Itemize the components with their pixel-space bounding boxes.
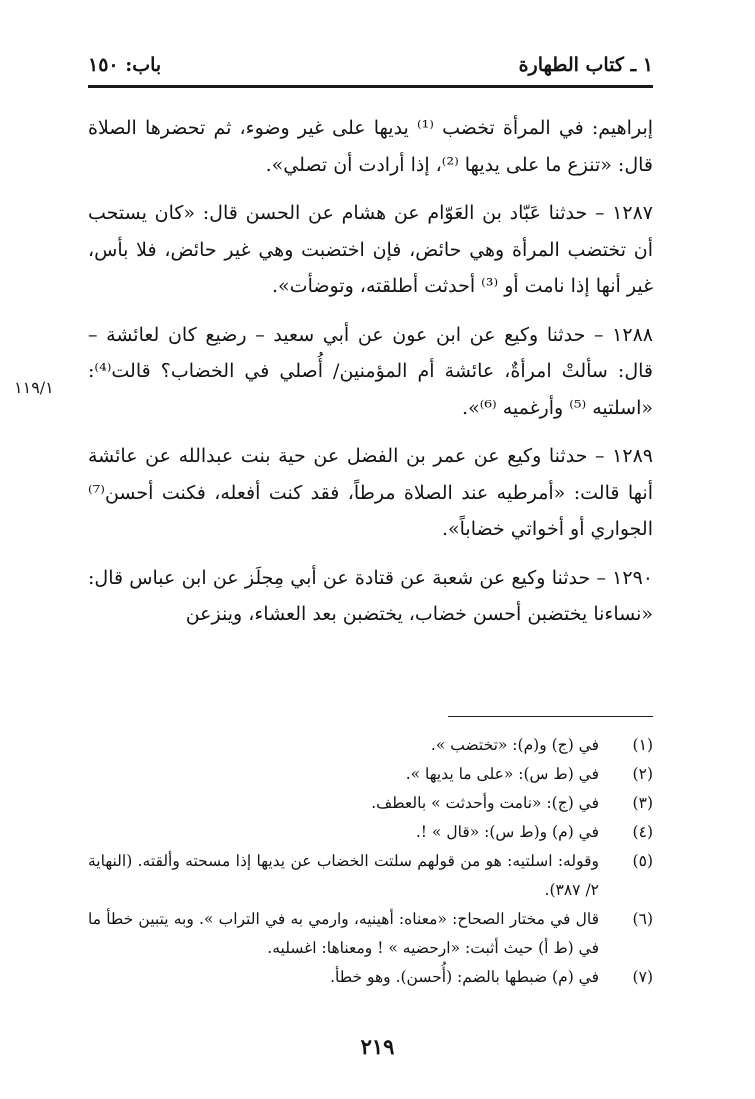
footnote-text: قال في مختار الصحاح: «معناه: أهينيه، وارمي به في التراب ». وبه يتبين خطأ ما في (ط أ) حيث أثبت: «ارحضيه » ! ومعناها: اغسليه. [88,910,599,957]
footnote-number: (٤) [632,823,653,841]
manuscript-margin-reference: ١١٩/١ [14,378,54,397]
narration-1288: ١٢٨٨ – حدثنا وكيع عن ابن عون عن أبي سعيد – رضيع كان لعائشة – قال: سألتْ امرأةٌ، عائشة أم المؤمنين/ أُصلي في الخضاب؟ قالت⁽⁴⁾: «اسلتيه ⁽⁵⁾ وأرغميه ⁽⁶⁾». [88,323,653,419]
footnote-divider [448,716,653,717]
footnote-number: (٣) [632,794,653,812]
footnotes [88,731,653,992]
narration-1287: ١٢٨٧ – حدثنا عَبّاد بن العَوّام عن هشام عن الحسن قال: «كان يستحب أن تختضب المرأة وهي حائض، فإن اختضبت وهي غير حائض، فلا بأس، غير أنها إذا نامت أو ⁽³⁾ أحدثت أطلقته، وتوضأت». [88,202,653,297]
footnote-text: في (ج): «نامت وأحدثت » بالعطف. [371,794,599,812]
footnote-number: (٢) [632,765,653,783]
footnote [88,760,653,789]
chapter-label: باب: ١٥٠ [88,54,162,76]
main-text [88,110,653,645]
paragraph-continuation: إبراهيم: في المرأة تخضب ⁽¹⁾ يديها على غير وضوء، ثم تحضرها الصلاة قال: «تنزع ما على يديها ⁽²⁾، إذا أرادت أن تصلي». [88,117,654,176]
footnote [88,818,653,847]
narration-1290: ١٢٩٠ – حدثنا وكيع عن شعبة عن قتادة عن أبي مِجلَز عن ابن عباس قال: «نساءنا يختضبن أحسن خضاب، يختضبن بعد العشاء، وينزعن [88,566,653,625]
footnote [88,905,653,963]
footnote-text: في (م) ضبطها بالضم: (أُحسن). وهو خطأ. [330,968,599,986]
narration-1289: ١٢٨٩ – حدثنا وكيع عن عمر بن الفضل عن حية بنت عبدالله عن عائشة أنها قالت: «أمرطيه عند الصلاة مرطاً، فقد كنت أفعله، فكنت أحسن⁽⁷⁾ الجواري أو أخواتي خضاباً». [88,445,653,540]
footnote-text: في (ج) و(م): «تختضب ». [430,736,599,754]
footnote [88,789,653,818]
footnote [88,963,653,992]
footnote-number: (١) [632,736,653,754]
footnote [88,731,653,760]
page-number: ٢١٩ [360,1034,395,1059]
footnote-number: (٥) [632,852,653,870]
running-header [88,50,653,80]
footnote-number: (٧) [632,968,653,986]
footnote-text: في (ط س): «على ما يديها ». [405,765,599,783]
footnote-number: (٦) [632,910,653,928]
footnote [88,847,653,905]
header-divider [88,85,653,88]
book-title: ١ ـ كتاب الطهارة [518,54,653,76]
footnote-text: في (م) و(ط س): «قال » !. [415,823,599,841]
footnote-text: وقوله: اسلتيه: هو من قولهم سلتت الخضاب عن يديها إذا مسحته وألقته. (النهاية ٢/ ٣٨٧). [88,852,599,899]
